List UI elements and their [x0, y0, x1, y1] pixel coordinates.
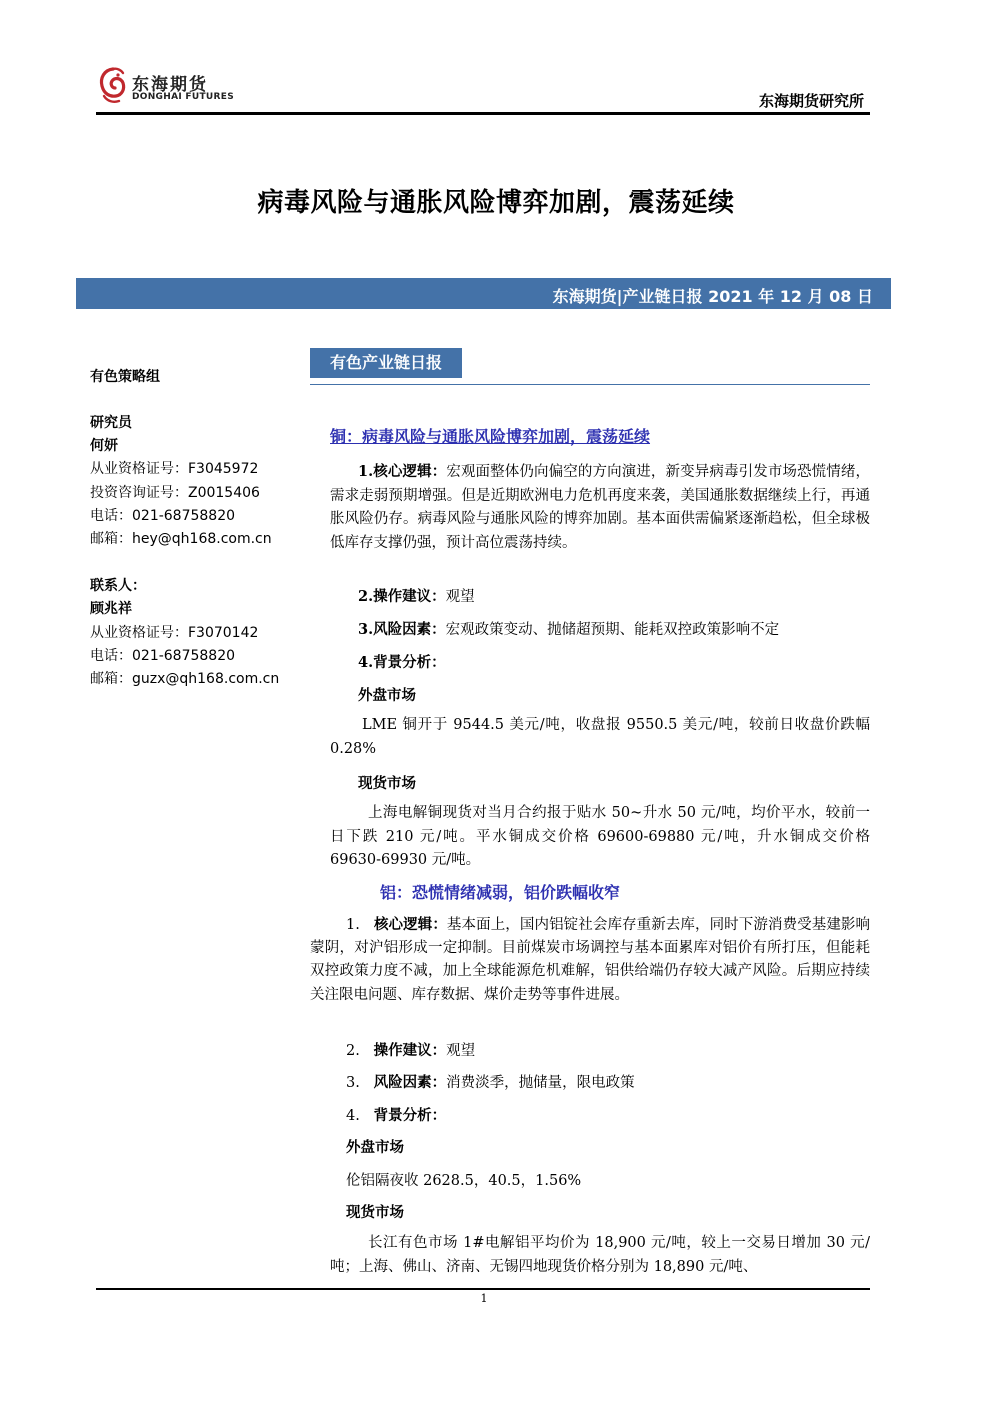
copper-advice [358, 585, 475, 606]
company-logo [96, 66, 236, 110]
copper-logic-text: 宏观面整体仍向偏空的方向演进，新变异病毒引发市场恐慌情绪，需求走弱预期增强。但是近期欧洲电力危机再度来袭，美国通胀数据继续上行，再通胀风险仍存。病毒风险与通胀风险的博弈加剧。基本面供需偏紧逐渐趋松，但全球极低库存支撑仍强，预计高位震荡持续。 [330, 464, 871, 551]
aluminum-risk-num: 3. [346, 1075, 360, 1091]
page-title: 病毒风险与通胀风险博弈加剧，震荡延续 [257, 188, 735, 218]
aluminum-risk-text: 消费淡季，抛储量，限电政策 [446, 1075, 635, 1091]
aluminum-advice-num: 2. [346, 1043, 360, 1059]
aluminum-risk [346, 1071, 635, 1092]
aluminum-overseas-label: 外盘市场 [346, 1139, 404, 1156]
researcher-email: 邮箱：hey@qh168.com.cn [90, 531, 272, 547]
banner-text: 东海期货|产业链日报 2021 年 12 月 08 日 [552, 287, 873, 306]
researcher-license: 从业资格证号：F3045972 [90, 461, 259, 477]
aluminum-spot-text: 长江有色市场 1#电解铝平均价为 18,900 元/吨，较上一交易日增加 30 元/吨；上海、佛山、济南、无锡四地现货价格分别为 18,890 元/吨、 [330, 1235, 870, 1275]
aluminum-background [346, 1104, 446, 1125]
copper-core-logic [330, 460, 870, 555]
copper-bg-label: 4.背景分析： [358, 654, 446, 671]
copper-spot-text: 上海电解铜现货对当月合约报于贴水 50~升水 50 元/吨，均价平水，较前一日下跌 210 元/吨。平水铜成交价格 69600-69880 元/吨，升水铜成交价格 69630-69930 元/吨。 [330, 805, 870, 868]
tab-divider [310, 384, 870, 385]
logo-en-text: DONGHAI FUTURES [132, 92, 234, 102]
copper-risk-text: 宏观政策变动、抛储超预期、能耗双控政策影响不定 [445, 622, 780, 638]
contact-name: 顾兆祥 [90, 601, 132, 617]
aluminum-core-logic [310, 913, 870, 1007]
logo-cn-text: 东海期货 [132, 75, 208, 95]
aluminum-logic-text: 基本面上，国内铝锭社会库存重新去库，同时下游消费受基建影响蒙阴，对沪铝形成一定抑制。目前煤炭市场调控与基本面累库对铝价有所打压，但能耗双控政策力度不减，加上全球能源危机难解，铝供给端仍存较大减产风险。后期应持续关注限电问题、库存数据、煤价走势等事件进展。 [310, 917, 871, 1003]
copper-overseas-text: LME 铜开于 9544.5 美元/吨，收盘报 9550.5 美元/吨，较前日收盘价跌幅 0.28% [330, 717, 870, 757]
footer-divider [96, 1288, 870, 1290]
aluminum-bg-num: 4. [346, 1108, 360, 1124]
page-number: 1 [480, 1292, 488, 1305]
copper-logic-label: 1.核心逻辑： [358, 463, 447, 480]
institute-name: 东海期货研究所 [758, 92, 864, 110]
copper-background [358, 651, 446, 672]
aluminum-advice-text: 观望 [446, 1043, 476, 1059]
copper-overseas-label: 外盘市场 [358, 687, 416, 704]
researcher-label: 研究员 [90, 415, 132, 431]
report-banner [76, 278, 891, 309]
researcher-phone: 电话：021-68758820 [90, 508, 236, 524]
copper-risk [358, 618, 779, 639]
aluminum-advice-label: 操作建议： [373, 1042, 447, 1059]
contact-email: 邮箱：guzx@qh168.com.cn [90, 671, 280, 687]
header-divider [96, 112, 870, 115]
aluminum-heading: 铝：恐慌情绪减弱，铝价跌幅收窄 [380, 883, 621, 902]
copper-spot-label: 现货市场 [358, 775, 416, 792]
strategy-group: 有色策略组 [90, 369, 160, 385]
aluminum-risk-label: 风险因素： [373, 1074, 447, 1091]
aluminum-advice [346, 1039, 475, 1060]
researcher-name: 何妍 [90, 438, 118, 454]
copper-risk-label: 3.风险因素： [358, 621, 446, 638]
aluminum-logic-num: 1. [346, 917, 360, 933]
contact-license: 从业资格证号：F3070142 [90, 625, 259, 641]
section-tab: 有色产业链日报 [310, 348, 462, 378]
dragon-logo-icon [96, 66, 130, 106]
contact-label: 联系人： [90, 578, 146, 594]
researcher-consult-license: 投资咨询证号：Z0015406 [90, 485, 260, 501]
contact-phone: 电话：021-68758820 [90, 648, 236, 664]
copper-advice-text: 观望 [445, 589, 475, 605]
copper-heading-link[interactable]: 铜：病毒风险与通胀风险博弈加剧，震荡延续 [330, 427, 651, 446]
aluminum-bg-label: 背景分析： [373, 1107, 447, 1124]
aluminum-spot-label: 现货市场 [346, 1204, 404, 1221]
aluminum-overseas-text: 伦铝隔夜收 2628.5，40.5，1.56% [346, 1173, 582, 1189]
aluminum-logic-label: 核心逻辑： [373, 916, 447, 933]
copper-advice-label: 2.操作建议： [358, 588, 446, 605]
